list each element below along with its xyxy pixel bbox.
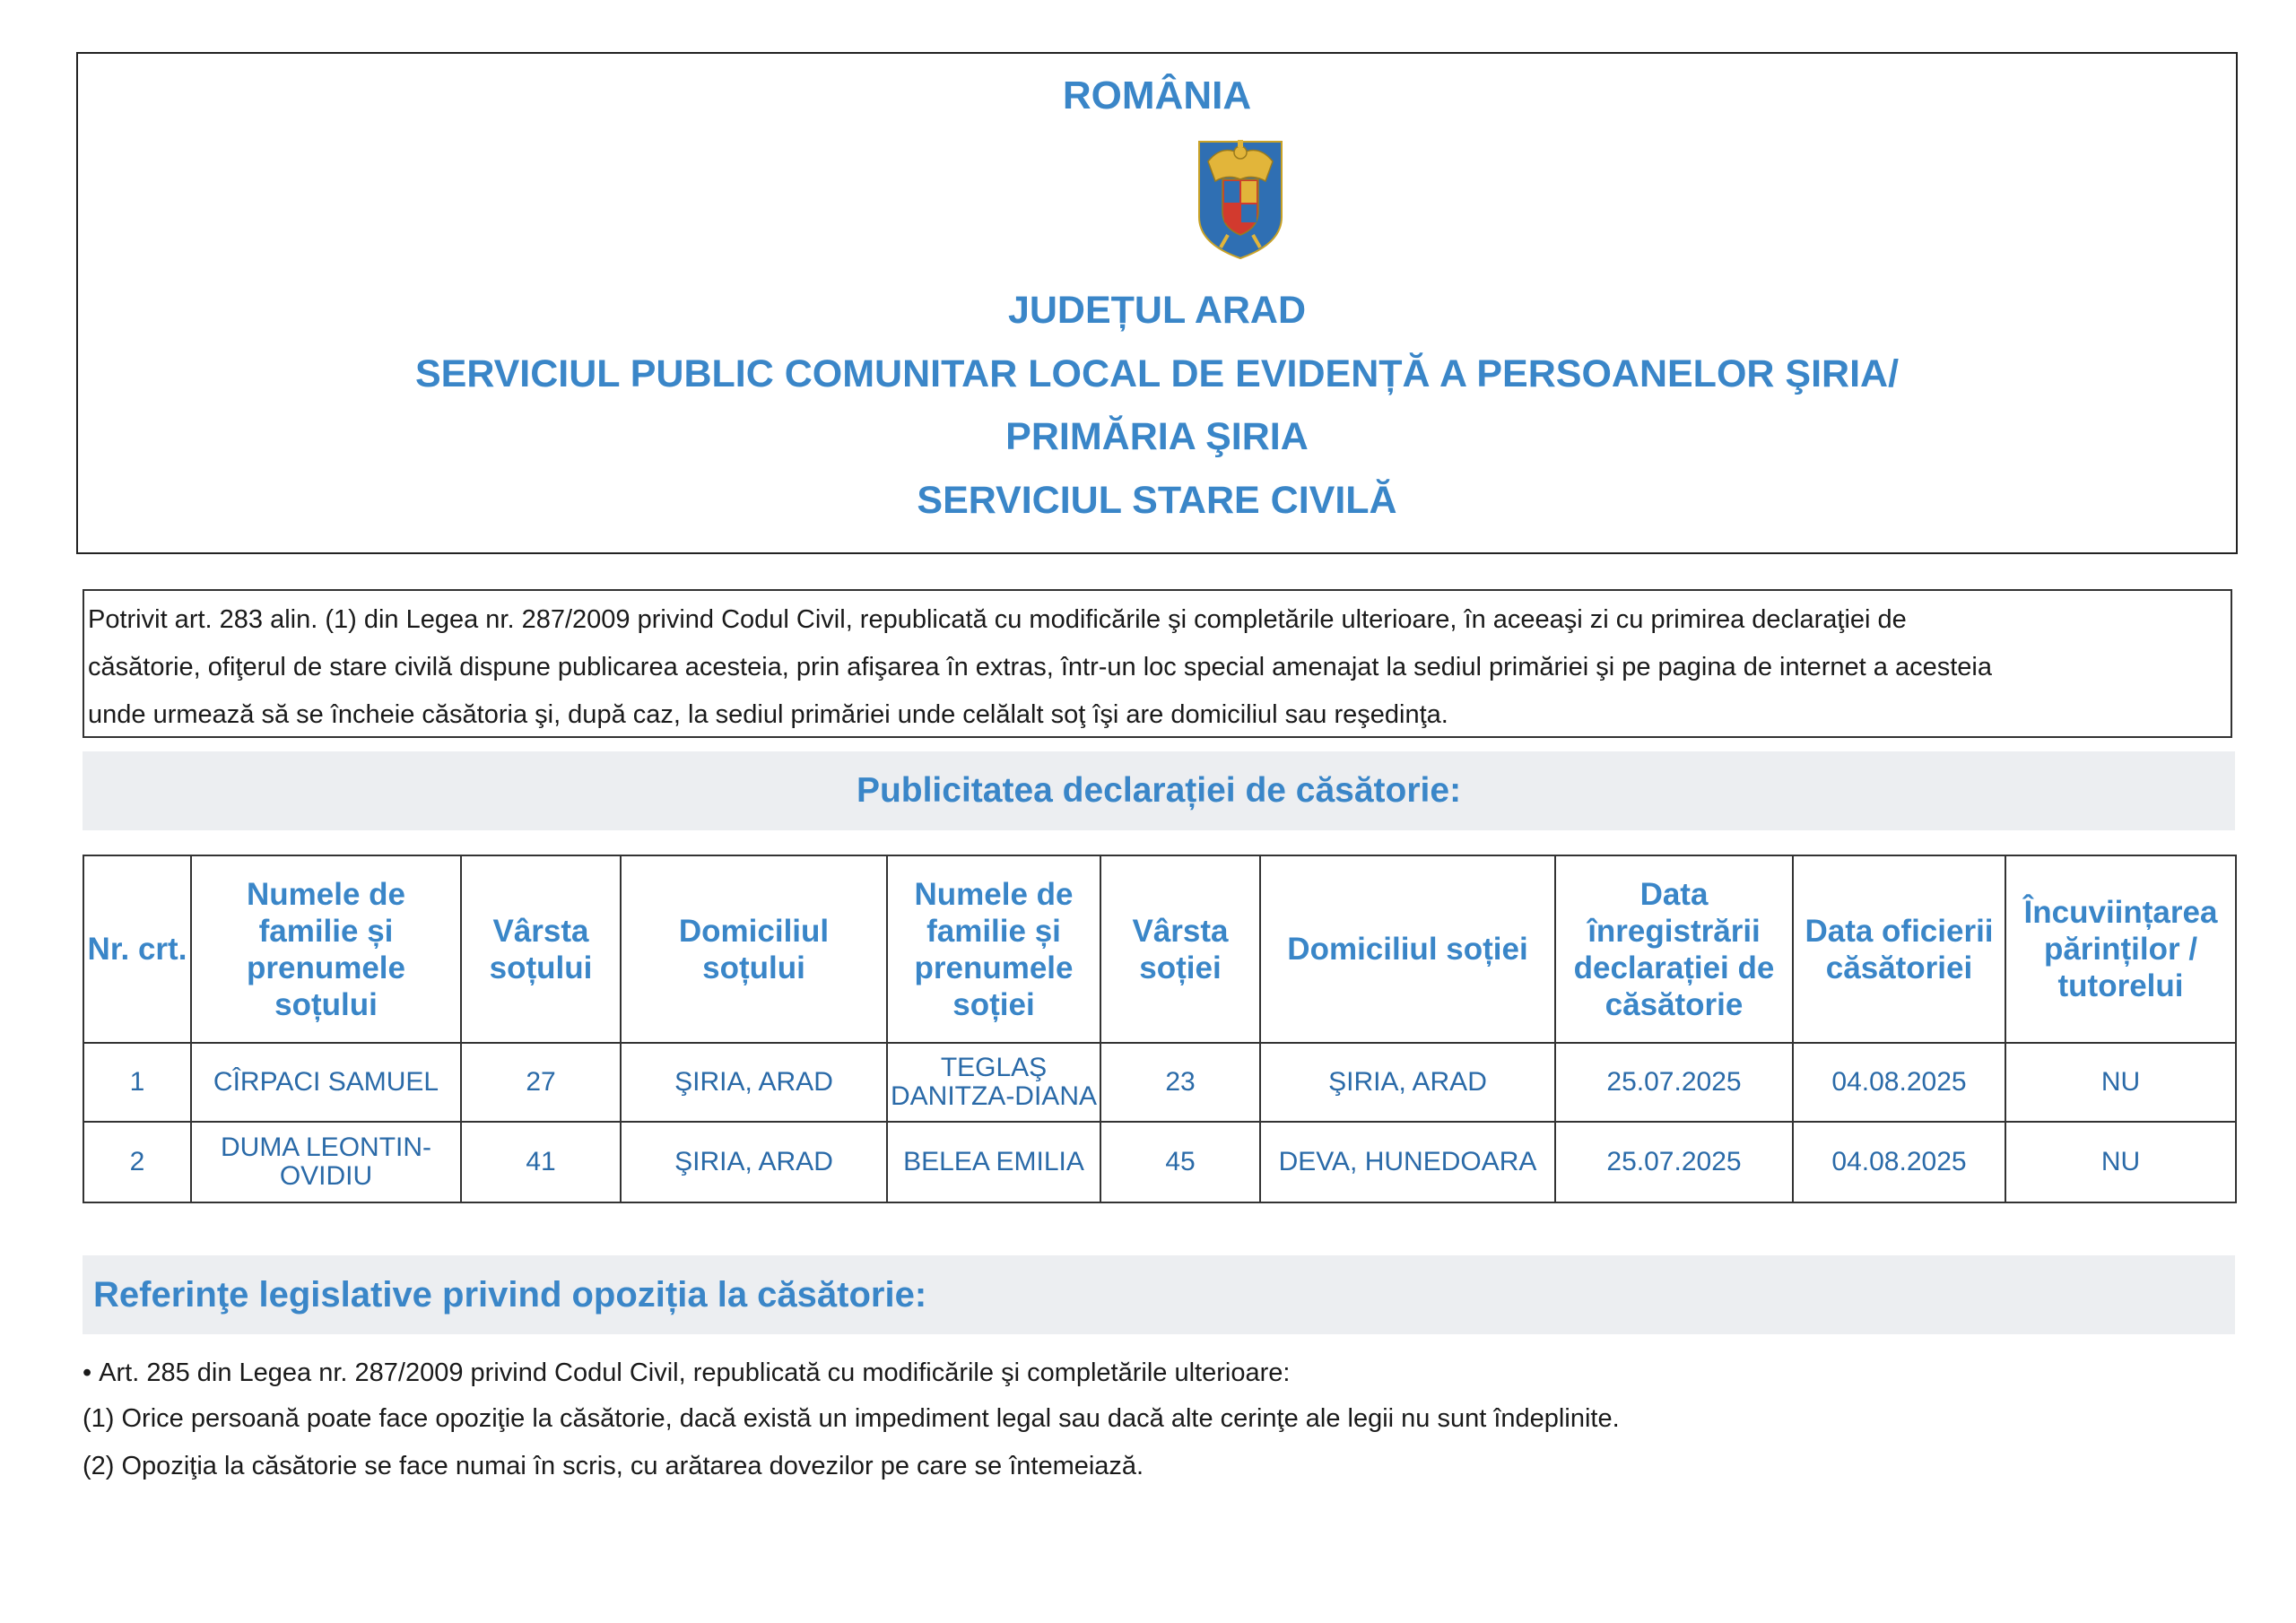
intro-paragraph (83, 589, 2232, 738)
coat-of-arms-icon (1196, 135, 1285, 260)
bullet-icon: • (83, 1358, 92, 1387)
table-cell: 25.07.2025 (1555, 1043, 1793, 1122)
table-cell: ŞIRIA, ARAD (621, 1043, 887, 1122)
column-header: Numele de familie și prenumele soției (887, 855, 1100, 1043)
legal-paragraph-1: (1) Orice persoană poate face opoziţie la căsătorie, dacă există un impediment legal sau dacă alte cerinţe ale legii nu sunt îndeplinite. (83, 1404, 1620, 1433)
column-header: Domiciliul soțului (621, 855, 887, 1043)
table-cell: DEVA, HUNEDOARA (1260, 1122, 1555, 1202)
column-header: Data oficierii căsătoriei (1793, 855, 2005, 1043)
legal-article (83, 1358, 1290, 1388)
table-cell: ŞIRIA, ARAD (1260, 1043, 1555, 1122)
service-title: SERVICIUL PUBLIC COMUNITAR LOCAL DE EVIDENȚĂ A PERSOANELOR ŞIRIA/ (414, 352, 1900, 395)
intro-line: căsătorie, ofiţerul de stare civilă dispune publicarea acesteia, prin afişarea în extras, într-un loc special amenajat la sediul primăriei şi pe pagina de internet a acesteia (88, 653, 1992, 681)
column-header: Data înregistrării declarației de căsătorie (1555, 855, 1793, 1043)
table-cell: 45 (1100, 1122, 1260, 1202)
table-cell: TEGLAŞ DANITZA-DIANA (887, 1043, 1100, 1122)
legal-paragraph-2: (2) Opoziţia la căsătorie se face numai în scris, cu arătarea dovezilor pe care se întemeiază. (83, 1452, 1144, 1480)
column-header: Domiciliul soției (1260, 855, 1555, 1043)
column-header: Încuviințarea părinților / tutorelui (2005, 855, 2236, 1043)
table-cell: 04.08.2025 (1793, 1043, 2005, 1122)
table-cell: CÎRPACI SAMUEL (191, 1043, 461, 1122)
city-hall-title: PRIMĂRIA ŞIRIA (1005, 415, 1309, 458)
marriage-declarations-table (83, 855, 2237, 1203)
legal-article-text: Art. 285 din Legea nr. 287/2009 privind Codul Civil, republicată cu modificările şi completările ulterioare: (99, 1358, 1291, 1387)
table-cell: 1 (83, 1043, 191, 1122)
table-cell: NU (2005, 1043, 2236, 1122)
table-cell: NU (2005, 1122, 2236, 1202)
table-header-row (83, 855, 2236, 1043)
table-cell: 2 (83, 1122, 191, 1202)
column-header: Numele de familie și prenumele soțului (191, 855, 461, 1043)
table-cell: BELEA EMILIA (887, 1122, 1100, 1202)
column-header: Vârsta soției (1100, 855, 1260, 1043)
county-title: JUDEȚUL ARAD (1007, 289, 1307, 332)
column-header: Vârsta soțului (461, 855, 621, 1043)
publicity-section-title: Publicitatea declarației de căsătorie: (83, 751, 2235, 830)
table-cell: 25.07.2025 (1555, 1122, 1793, 1202)
table-cell: 27 (461, 1043, 621, 1122)
table-row (83, 1122, 2236, 1202)
header-box (76, 52, 2238, 554)
table-cell: 04.08.2025 (1793, 1122, 2005, 1202)
intro-line: Potrivit art. 283 alin. (1) din Legea nr. 287/2009 privind Codul Civil, republicată cu modificările şi completările ulterioare, în aceeaşi zi cu primirea declaraţiei de (88, 605, 1907, 634)
legal-section-title: Referinţe legislative privind opoziția la căsătorie: (83, 1255, 2235, 1334)
country-title: ROMÂNIA (1062, 74, 1252, 117)
table-cell: 41 (461, 1122, 621, 1202)
table-cell: 23 (1100, 1043, 1260, 1122)
table-cell: DUMA LEONTIN-OVIDIU (191, 1122, 461, 1202)
column-header: Nr. crt. (83, 855, 191, 1043)
table-row (83, 1043, 2236, 1122)
intro-line: unde urmează să se încheie căsătoria şi, după caz, la sediul primăriei unde celălalt soţ îşi are domiciliul sau reşedinţa. (88, 700, 1448, 729)
department-title: SERVICIUL STARE CIVILĂ (917, 479, 1397, 522)
table-cell: ŞIRIA, ARAD (621, 1122, 887, 1202)
